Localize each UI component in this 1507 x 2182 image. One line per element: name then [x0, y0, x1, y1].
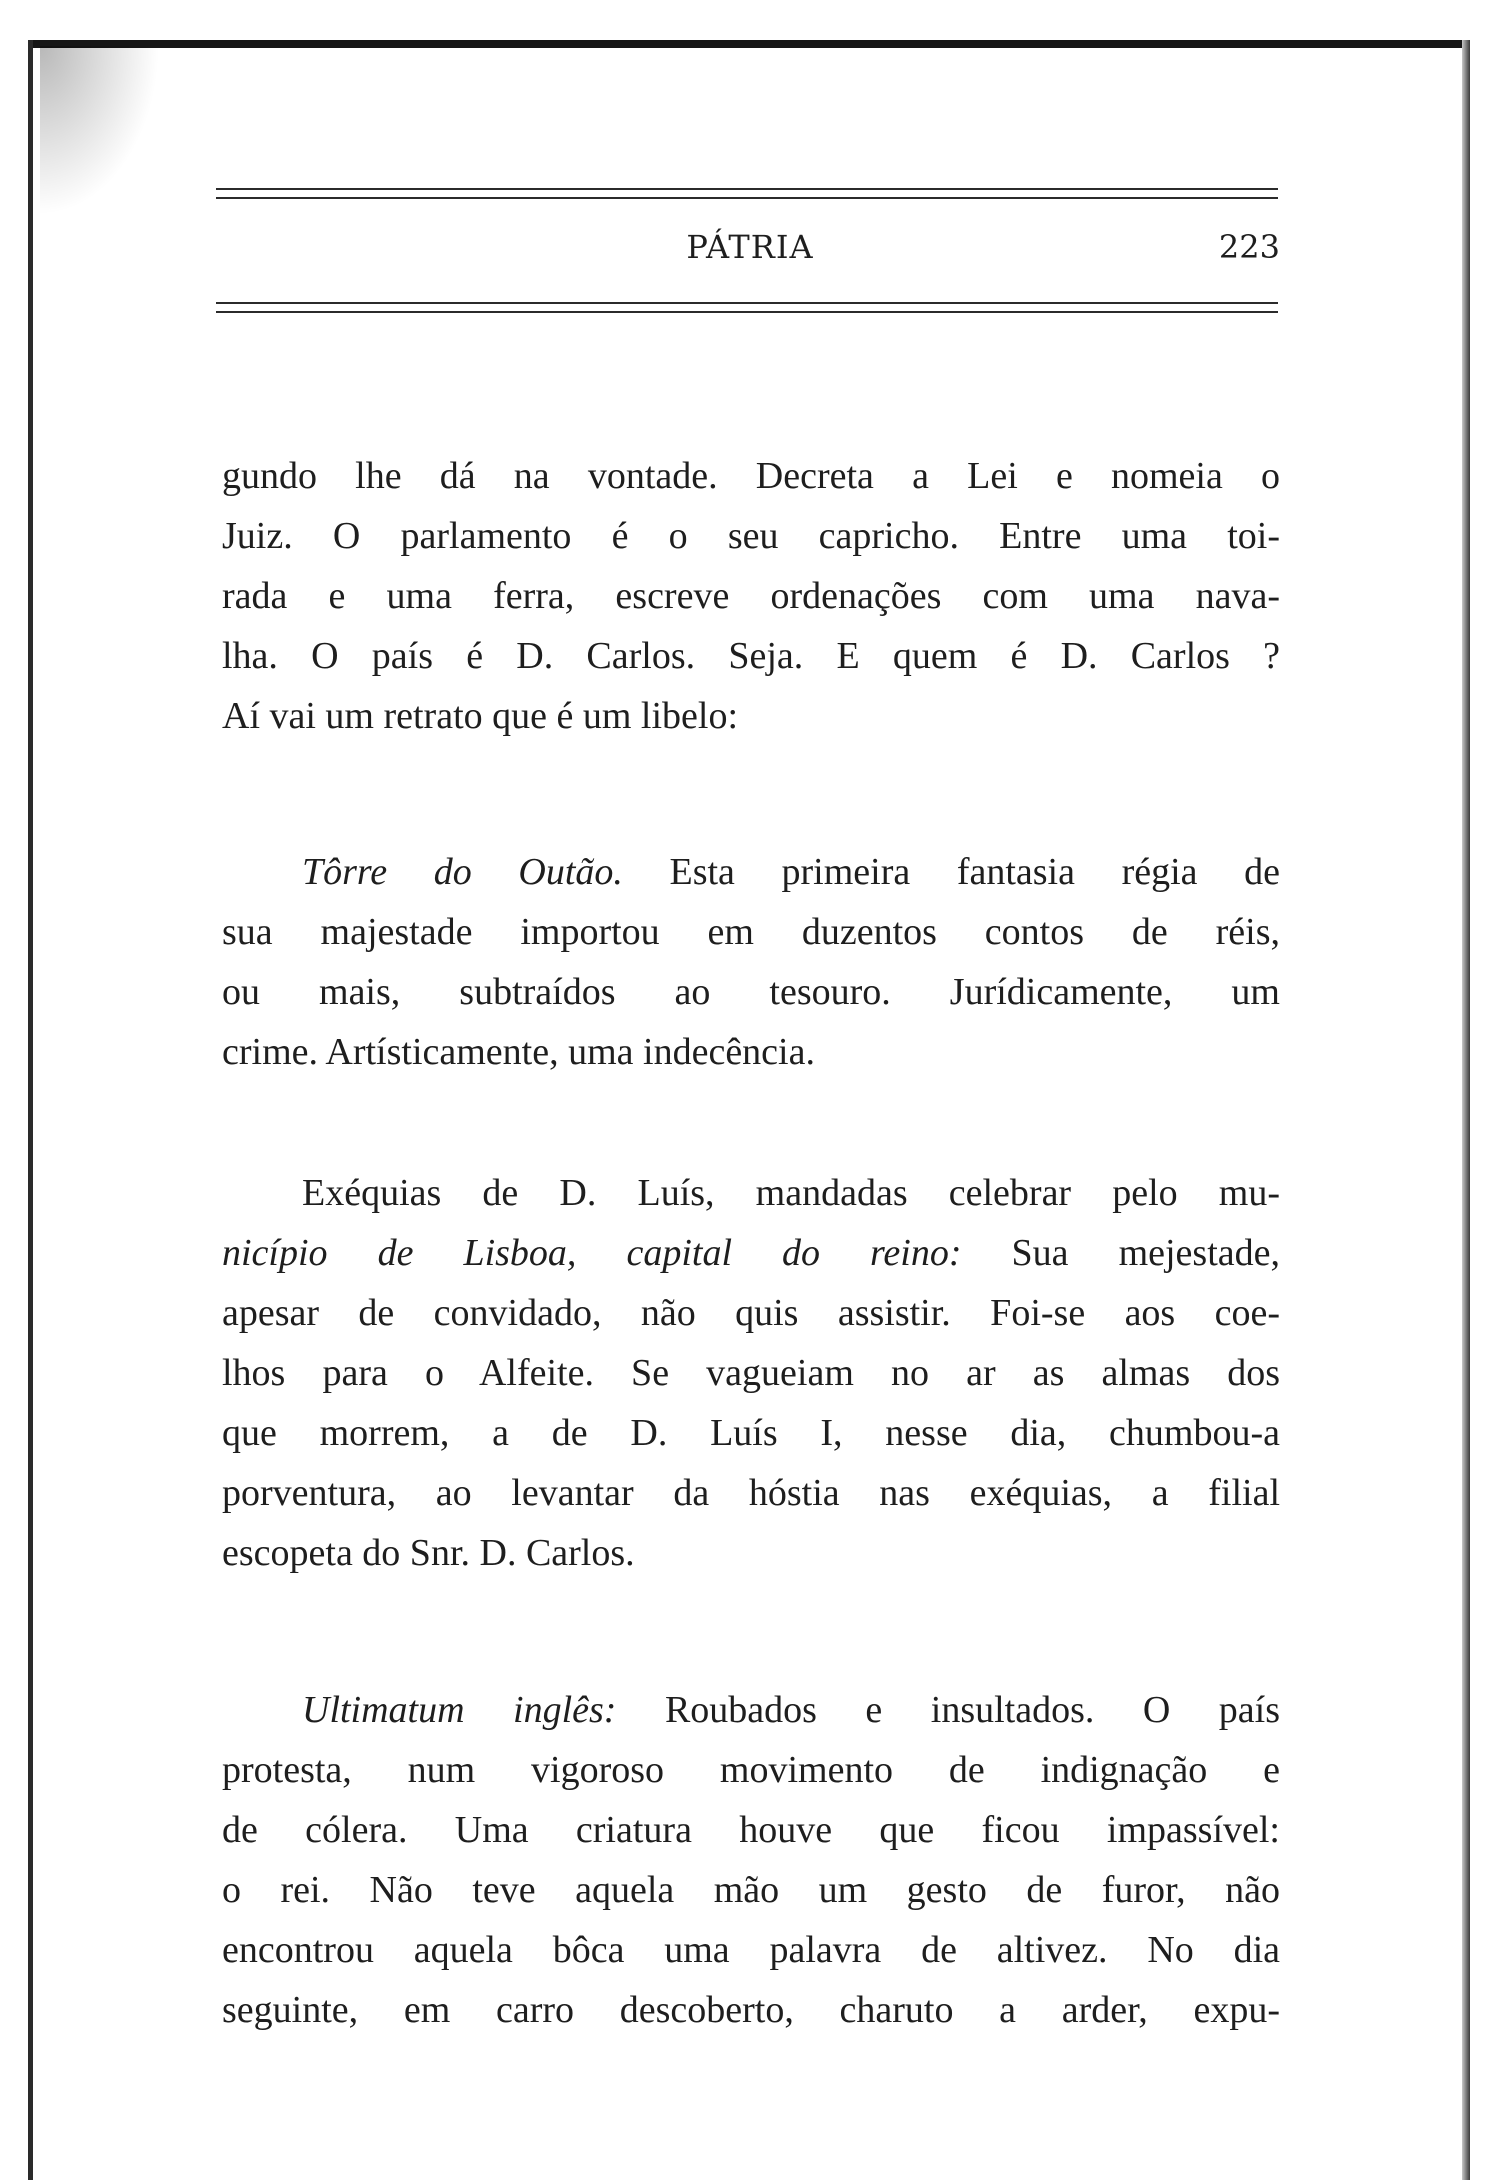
entry-title: nicípio de Lisboa, capital do reino: — [222, 1232, 962, 1274]
text-line — [222, 1680, 1280, 1740]
text-line: crime. Artísticamente, uma indecência. — [222, 1031, 815, 1073]
text-line: gundo lhe dá na vontade. Decreta a Lei e nomeia o — [222, 455, 1280, 497]
text-line: que morrem, a de D. Luís I, nesse dia, chumbou-a — [222, 1412, 1280, 1454]
text-line: lha. O país é D. Carlos. Seja. E quem é D. Carlos ? — [222, 635, 1280, 677]
text-line: protesta, num vigoroso movimento de indignação e — [222, 1749, 1280, 1791]
text-line: Aí vai um retrato que é um libelo: — [222, 695, 739, 737]
text-line: o rei. Não teve aquela mão um gesto de furor, não — [222, 1869, 1280, 1911]
paragraph-3 — [222, 1163, 1280, 1583]
text-line: ou mais, subtraídos ao tesouro. Jurídicamente, um — [222, 971, 1280, 1013]
text-line: apesar de convidado, não quis assistir. Foi-se aos coe- — [222, 1292, 1280, 1334]
entry-title: Tôrre do Outão. — [302, 851, 623, 893]
text-line: encontrou aquela bôca uma palavra de altivez. No dia — [222, 1929, 1280, 1971]
paragraph-4 — [222, 1680, 1280, 2040]
text-line: seguinte, em carro descoberto, charuto a arder, expu- — [222, 1989, 1280, 2031]
text-line: escopeta do Snr. D. Carlos. — [222, 1532, 635, 1574]
paragraph-2 — [222, 842, 1280, 1082]
running-head: PÁTRIA — [686, 228, 814, 266]
text-fragment: Roubados e insultados. O país — [616, 1689, 1281, 1731]
text-line — [222, 1223, 1280, 1283]
paragraph-1 — [222, 446, 1280, 746]
scan-top-edge — [30, 40, 1470, 48]
text-line: de cólera. Uma criatura houve que ficou impassível: — [222, 1809, 1280, 1851]
header-rule-bottom-2 — [216, 311, 1278, 313]
header-rule-top-2 — [216, 197, 1278, 199]
header-rule-top-1 — [216, 188, 1278, 190]
text-line — [222, 842, 1280, 902]
entry-title: Ultimatum inglês: — [302, 1689, 617, 1731]
text-line: lhos para o Alfeite. Se vagueiam no ar as almas dos — [222, 1352, 1280, 1394]
page-number: 223 — [1218, 228, 1280, 266]
text-fragment: Esta primeira fantasia régia de — [622, 851, 1280, 893]
text-line: Juiz. O parlamento é o seu capricho. Entre uma toi- — [222, 515, 1280, 557]
header-rule-bottom-1 — [216, 302, 1278, 304]
text-line: sua majestade importou em duzentos contos de réis, — [222, 911, 1280, 953]
text-line: porventura, ao levantar da hóstia nas exéquias, a filial — [222, 1472, 1280, 1514]
text-fragment: Sua mejestade, — [961, 1232, 1280, 1274]
scan-right-edge — [1462, 40, 1470, 2180]
entry-title-line: Exéquias de D. Luís, mandadas celebrar pelo mu- — [302, 1172, 1280, 1214]
text-line: rada e uma ferra, escreve ordenações com uma nava- — [222, 575, 1280, 617]
scan-corner-shadow — [40, 46, 160, 216]
scan-left-edge — [28, 40, 33, 2180]
